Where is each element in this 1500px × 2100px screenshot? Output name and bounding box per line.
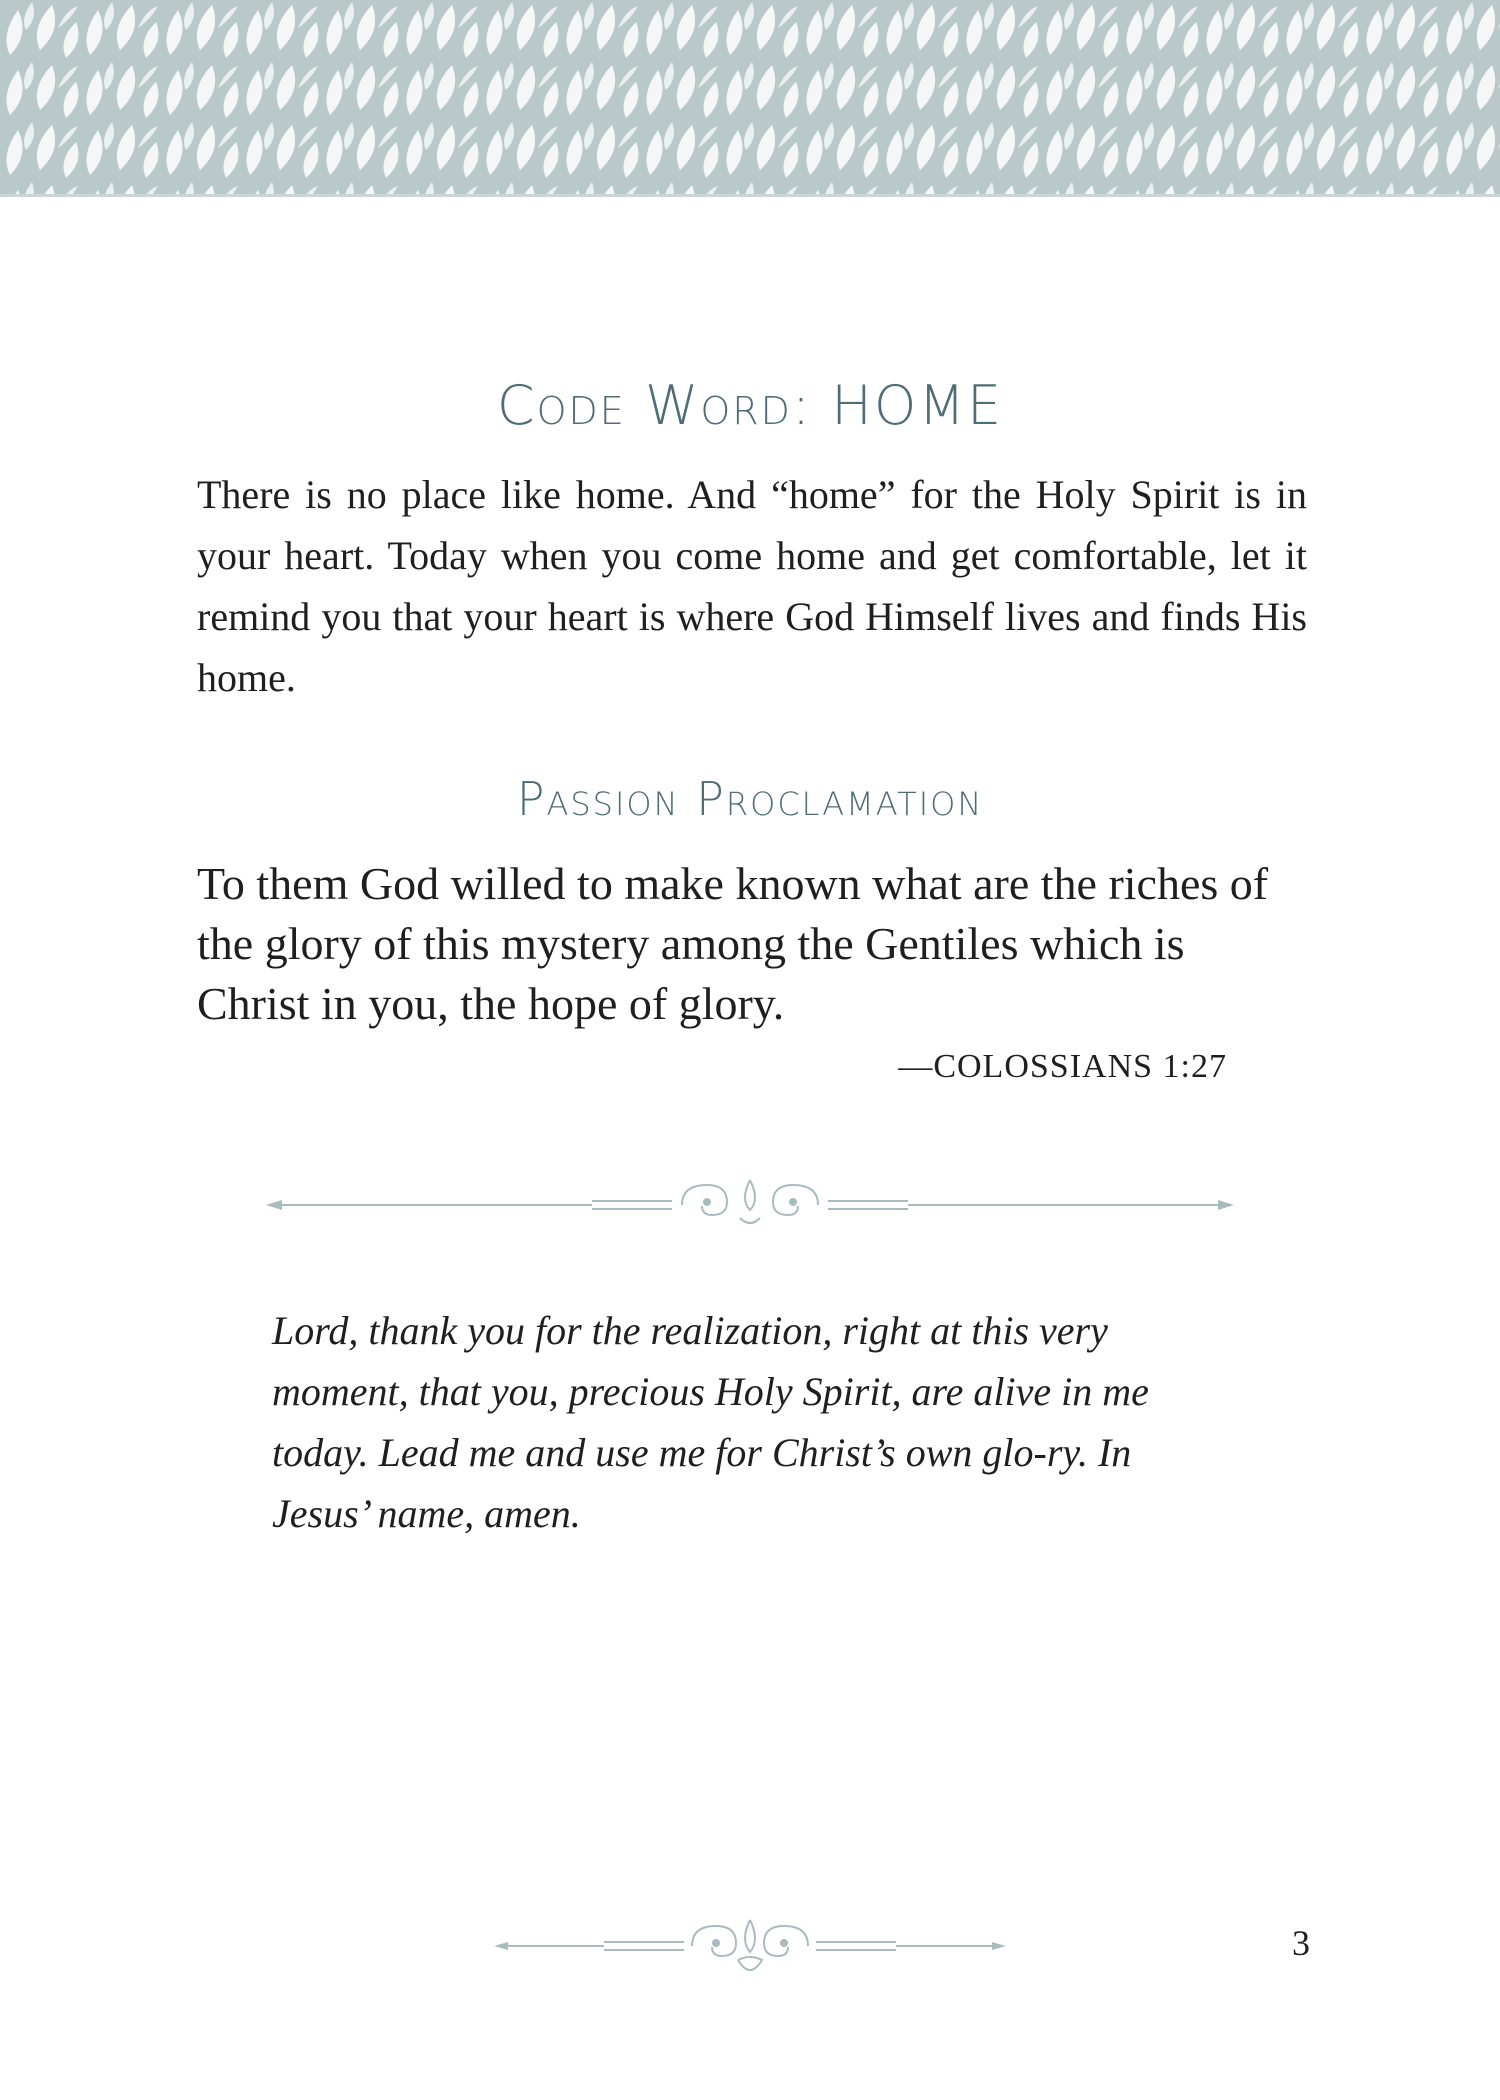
scripture-citation: —COLOSSIANS 1:27 (898, 1048, 1227, 1085)
scroll-ornament-divider-icon (262, 1170, 1238, 1236)
leaf-pattern-banner (0, 0, 1500, 200)
passion-proclamation-heading: Passion Proclamation (516, 772, 984, 826)
code-word-heading: Code Word: HOME (496, 374, 1004, 437)
page-number: 3 (1292, 1923, 1310, 1963)
code-word-text: There is no place like home. And “home” for the Holy Spirit is in your heart. Today when you come home and get comfortable, let it remind you that your heart is where God Himself lives and finds His home. (197, 472, 1307, 700)
scroll-ornament-footer-icon (494, 1914, 1006, 1984)
scripture-verse: To them God willed to make known what are the riches of the glory of this mystery among the Gentiles which is Christ in you, the hope of glory. (197, 858, 1269, 1029)
prayer-text: Lord, thank you for the realization, right at this very moment, that you, precious Holy Spirit, are alive in me today. Lead me and use me for Christ’s own glo-ry. In Jesus’ name, amen. (272, 1308, 1149, 1536)
